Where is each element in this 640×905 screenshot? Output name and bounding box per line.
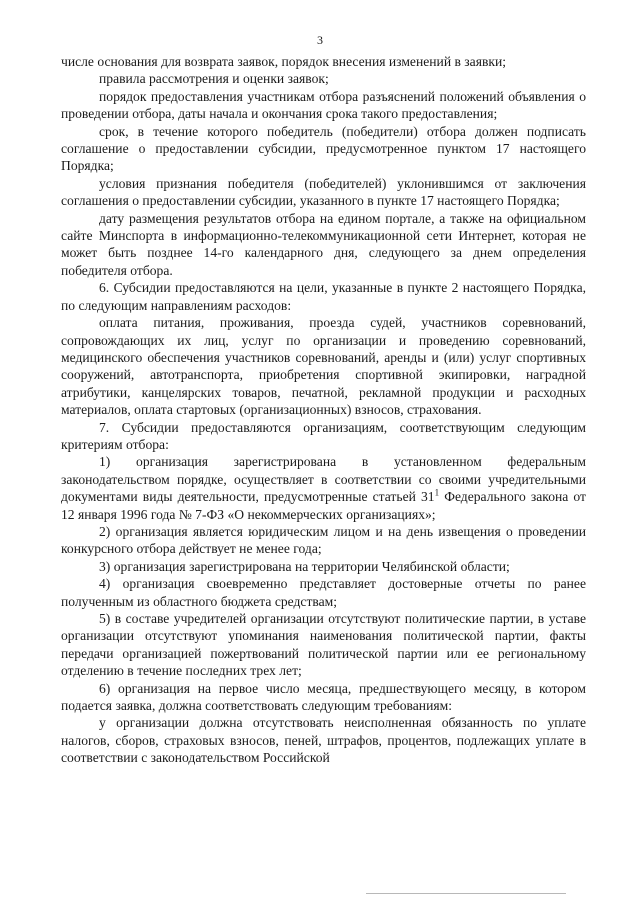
paragraph: оплата питания, проживания, проезда судей, участников соревнований, сопровождающих их лиц, услуг по организации и проведению соревнований, медицинского обеспечения участников соревнований, аренды и (или) услуг спортивных сооружений, автотранспорта, приобретения спортивной экипировки, наградной атрибутики, канцелярских товаров, печатной, рекламной продукции и расходных материалов, оплата стартовых (организационных) взносов, страхования.	[61, 315, 586, 418]
criterion-2: 2) организация является юридическим лицом и на день извещения о проведении конкурсного отбора действует не менее года;	[61, 523, 586, 557]
document-body	[61, 53, 586, 767]
paragraph: порядок предоставления участникам отбора разъяснений положений объявления о проведении отбора, даты начала и окончания срока такого предоставления;	[61, 88, 586, 122]
section-7-paragraph: 7. Субсидии предоставляются организациям, соответствующим следующим критериям отбора:	[61, 419, 586, 452]
criterion-1: 1) организация зарегистрирована в установленном федеральным законодательством порядке, осуществляет в соответствии со своими учредительными документами виды деятельности, предусмотренные статьей $31^1$ Федерального закона от 12 января 1996 года № 7-ФЗ «О некоммерческих организациях»;	[61, 454, 586, 522]
footer-rule	[366, 893, 566, 894]
criterion-5: 5) в составе учредителей организации отсутствуют политические партии, в уставе организации отсутствуют упоминания наименования политической партии, факты передачи организацией пожертвований политической партии или ее региональному отделению в течение последних трех лет;	[61, 611, 586, 679]
paragraph: срок, в течение которого победитель (победители) отбора должен подписать соглашение о предоставлении субсидии, предусмотренное пунктом 17 настоящего Порядка;	[61, 123, 586, 174]
paragraph: правила рассмотрения и оценки заявок;	[99, 71, 329, 87]
page-number: 3	[317, 33, 323, 47]
criterion-4: 4) организация своевременно представляет достоверные отчеты по ранее полученным из областного бюджета средствам;	[61, 576, 586, 609]
section-6-paragraph: 6. Субсидии предоставляются на цели, указанные в пункте 2 настоящего Порядка, по следующим направлениям расходов:	[61, 280, 586, 313]
criterion-3: 3) организация зарегистрирована на территории Челябинской области;	[99, 558, 510, 574]
criterion-6: 6) организация на первое число месяца, предшествующего месяцу, в котором подается заявка, должна соответствовать следующим требованиям:	[61, 680, 586, 714]
paragraph: условия признания победителя (победителей) уклонившимся от заключения соглашения о предоставлении субсидии, указанного в пункте 17 настоящего Порядка;	[61, 175, 586, 209]
paragraph: дату размещения результатов отбора на едином портале, а также на официальном сайте Минспорта в информационно-телекоммуникационной сети Интернет, которая не может быть позднее 14-го календарного дня, следующего за днем определения победителя отбора.	[61, 210, 586, 278]
paragraph: числе основания для возврата заявок, порядок внесения изменений в заявки;	[61, 54, 507, 69]
superscript: 1	[434, 487, 440, 498]
paragraph: у организации должна отсутствовать неисполненная обязанность по уплате налогов, сборов, страховых взносов, пеней, штрафов, процентов, подлежащих уплате в соответствии с законодательством Российской	[61, 715, 586, 766]
